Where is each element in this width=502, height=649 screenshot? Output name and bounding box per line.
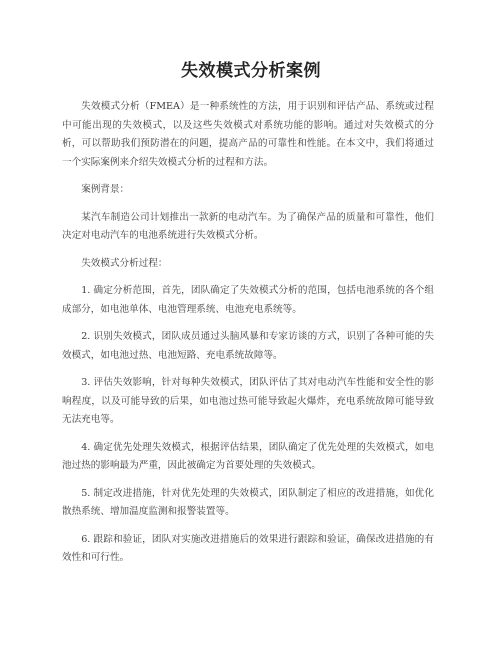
paragraph-intro: 失效模式分析（FMEA）是一种系统性的方法，用于识别和评估产品、系统或过程中可能出现的失效模式，以及这些失效模式对系统功能的影响。通过对失效模式的分析，可以帮助我们预防潜在的问题，提高产品的可靠性和性能。在本文中，我们将通过一个实际案例来介绍失效模式分析的过程和方法。 [62, 101, 434, 168]
page-title: 失效模式分析案例 [181, 61, 321, 81]
paragraph-step-6: 6. 跟踪和验证，团队对实施改进措施后的效果进行跟踪和验证，确保改进措施的有效性和可行性。 [62, 533, 434, 563]
paragraph-step-3: 3. 评估失效影响，针对每种失效模式，团队评估了其对电动汽车性能和安全性的影响程度，以及可能导致的后果，如电池过热可能导致起火爆炸，充电系统故障可能导致无法充电等。 [62, 377, 434, 425]
document-body [62, 98, 434, 577]
paragraph-background-heading: 案例背景： [81, 184, 130, 195]
paragraph-process-heading: 失效模式分析过程： [81, 257, 168, 269]
paragraph-step-5: 5. 制定改进措施，针对优先处理的失效模式，团队制定了相应的改进措施，如优化散热系统、增加温度监测和报警装置等。 [62, 487, 434, 517]
paragraph-background: 某汽车制造公司计划推出一款新的电动汽车。为了确保产品的质量和可靠性，他们决定对电动汽车的电池系统进行失效模式分析。 [62, 211, 434, 241]
paragraph-step-2: 2. 识别失效模式，团队成员通过头脑风暴和专家访谈的方式，识别了各种可能的失效模式，如电池过热、电池短路、充电系统故障等。 [62, 331, 434, 361]
paragraph-step-1: 1. 确定分析范围，首先，团队确定了失效模式分析的范围，包括电池系统的各个组成部分，如电池单体、电池管理系统、电池充电系统等。 [62, 285, 434, 315]
paragraph-step-4: 4. 确定优先处理失效模式，根据评估结果，团队确定了优先处理的失效模式，如电池过热的影响最为严重，因此被确定为首要处理的失效模式。 [62, 441, 434, 471]
